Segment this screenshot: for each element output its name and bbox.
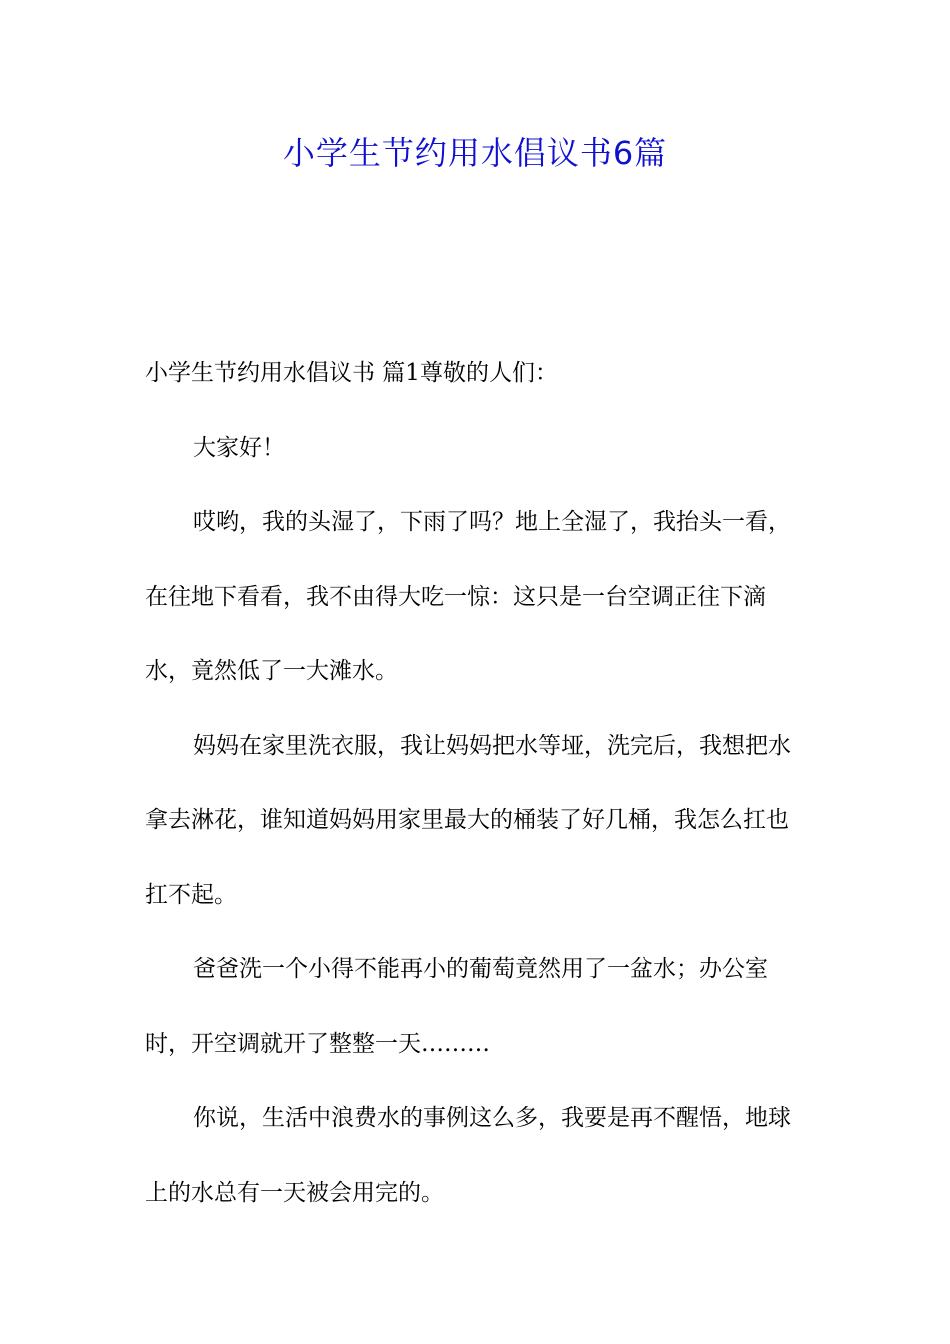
document-title: 小学生节约用水倡议书6篇: [282, 134, 668, 172]
paragraph-grapes: 爸爸洗一个小得不能再小的葡萄竟然用了一盆水；办公室时，开空调就开了整整一天………: [145, 956, 768, 1057]
paragraph-air-conditioner: 哎哟，我的头湿了，下雨了吗？地上全湿了，我抬头一看，在往地下看看，我不由得大吃一惊：这只是一台空调正往下滴水，竟然低了一大滩水。: [145, 509, 791, 684]
document-body: [145, 336, 810, 1230]
paragraph-laundry: 妈妈在家里洗衣服，我让妈妈把水等垭，洗完后，我想把水拿去淋花，谁知道妈妈用家里最大的桶装了好几桶，我怎么扛也扛不起。: [145, 732, 791, 908]
paragraph-conclusion: 你说，生活中浪费水的事例这么多，我要是再不醒悟，地球上的水总有一天被会用完的。: [145, 1105, 791, 1206]
paragraph-greeting: 大家好！: [193, 434, 285, 461]
heading-line: 小学生节约用水倡议书 篇1尊敬的人们：: [145, 360, 558, 386]
